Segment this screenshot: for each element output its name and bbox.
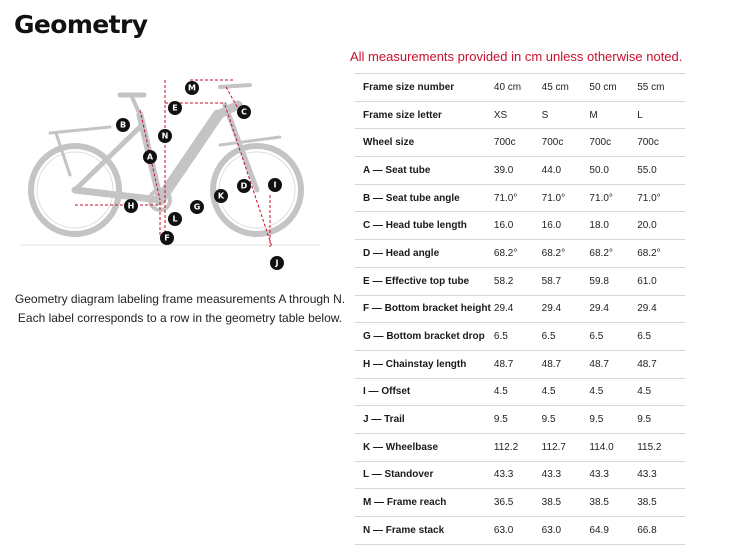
table-row xyxy=(355,212,685,240)
table-cell: 38.5 xyxy=(637,489,685,517)
table-cell: 4.5 xyxy=(589,378,637,406)
table-cell: 68.2° xyxy=(637,240,685,268)
table-cell: 700c xyxy=(637,129,685,157)
bike-geometry-diagram xyxy=(20,75,330,275)
table-cell: 112.2 xyxy=(494,433,542,461)
svg-text:N: N xyxy=(161,131,169,141)
table-cell: 112.7 xyxy=(542,433,590,461)
table-cell: 29.4 xyxy=(542,295,590,323)
table-cell: 66.8 xyxy=(637,517,685,545)
table-row xyxy=(355,350,685,378)
table-row xyxy=(355,517,685,545)
table-cell: 16.0 xyxy=(542,212,590,240)
row-label: B — Seat tube angle xyxy=(355,184,494,212)
table-cell: 63.0 xyxy=(542,517,590,545)
page-title: Geometry xyxy=(14,10,148,39)
row-label: K — Wheelbase xyxy=(355,433,494,461)
table-cell: 4.5 xyxy=(494,378,542,406)
table-row xyxy=(355,267,685,295)
svg-text:K: K xyxy=(217,191,225,201)
table-row xyxy=(355,295,685,323)
svg-text:H: H xyxy=(127,201,135,211)
marker-d-icon xyxy=(237,179,251,193)
geometry-table-body xyxy=(355,74,685,545)
table-cell: 29.4 xyxy=(589,295,637,323)
table-cell: 18.0 xyxy=(589,212,637,240)
table-cell: 9.5 xyxy=(637,406,685,434)
table-cell: 63.0 xyxy=(494,517,542,545)
table-cell: 38.5 xyxy=(589,489,637,517)
row-label: J — Trail xyxy=(355,406,494,434)
table-cell: 44.0 xyxy=(542,157,590,185)
marker-g-icon xyxy=(190,200,204,214)
table-cell: 700c xyxy=(494,129,542,157)
svg-text:I: I xyxy=(273,180,277,190)
table-cell: 43.3 xyxy=(494,461,542,489)
table-cell: M xyxy=(589,101,637,129)
marker-b-icon xyxy=(116,118,130,132)
table-cell: 700c xyxy=(542,129,590,157)
table-cell: 68.2° xyxy=(494,240,542,268)
table-cell: 4.5 xyxy=(542,378,590,406)
table-row xyxy=(355,406,685,434)
marker-h-icon xyxy=(124,199,138,213)
table-row xyxy=(355,184,685,212)
marker-e-icon xyxy=(168,101,182,115)
svg-text:B: B xyxy=(119,120,127,130)
table-cell: XS xyxy=(494,101,542,129)
table-cell: 29.4 xyxy=(494,295,542,323)
svg-text:G: G xyxy=(193,202,201,212)
table-cell: 6.5 xyxy=(494,323,542,351)
table-cell: S xyxy=(542,101,590,129)
table-cell: 59.8 xyxy=(589,267,637,295)
marker-l-icon xyxy=(168,212,182,226)
svg-text:J: J xyxy=(275,258,279,268)
table-cell: 9.5 xyxy=(589,406,637,434)
row-label: D — Head angle xyxy=(355,240,494,268)
svg-text:D: D xyxy=(240,181,248,191)
table-row xyxy=(355,461,685,489)
table-cell: 700c xyxy=(589,129,637,157)
svg-text:E: E xyxy=(172,103,178,113)
row-label: N — Frame stack xyxy=(355,517,494,545)
table-cell: 64.9 xyxy=(589,517,637,545)
caption-line-2: Each label corresponds to a row in the geometry table below. xyxy=(17,311,343,325)
row-label: Frame size number xyxy=(355,74,494,102)
svg-text:M: M xyxy=(188,83,196,93)
table-row xyxy=(355,240,685,268)
table-cell: 115.2 xyxy=(637,433,685,461)
table-cell: 36.5 xyxy=(494,489,542,517)
table-cell: 48.7 xyxy=(542,350,590,378)
table-cell: 61.0 xyxy=(637,267,685,295)
svg-text:F: F xyxy=(164,233,170,243)
table-cell: 45 cm xyxy=(542,74,590,102)
table-cell: L xyxy=(637,101,685,129)
table-cell: 6.5 xyxy=(589,323,637,351)
table-cell: 43.3 xyxy=(637,461,685,489)
table-cell: 40 cm xyxy=(494,74,542,102)
row-label: I — Offset xyxy=(355,378,494,406)
measurement-note: All measurements provided in cm unless otherwise noted. xyxy=(350,49,683,64)
table-cell: 68.2° xyxy=(542,240,590,268)
table-cell: 71.0° xyxy=(637,184,685,212)
table-row xyxy=(355,74,685,102)
table-cell: 68.2° xyxy=(589,240,637,268)
marker-i-icon xyxy=(268,178,282,192)
row-label: E — Effective top tube xyxy=(355,267,494,295)
row-label: A — Seat tube xyxy=(355,157,494,185)
geometry-table xyxy=(355,73,685,545)
table-cell: 71.0° xyxy=(542,184,590,212)
table-cell: 48.7 xyxy=(589,350,637,378)
row-label: Wheel size xyxy=(355,129,494,157)
marker-a-icon xyxy=(143,150,157,164)
table-row xyxy=(355,157,685,185)
row-label: G — Bottom bracket drop xyxy=(355,323,494,351)
table-cell: 55.0 xyxy=(637,157,685,185)
row-label: M — Frame reach xyxy=(355,489,494,517)
table-row xyxy=(355,101,685,129)
marker-k-icon xyxy=(214,189,228,203)
svg-text:A: A xyxy=(146,152,154,162)
row-label: Frame size letter xyxy=(355,101,494,129)
table-cell: 48.7 xyxy=(637,350,685,378)
table-cell: 71.0° xyxy=(494,184,542,212)
table-row xyxy=(355,323,685,351)
marker-c-icon xyxy=(237,105,251,119)
table-row xyxy=(355,129,685,157)
table-cell: 16.0 xyxy=(494,212,542,240)
table-row xyxy=(355,489,685,517)
caption-line-1: Geometry diagram labeling frame measurements A through N. xyxy=(14,292,346,306)
marker-n-icon xyxy=(158,129,172,143)
table-cell: 9.5 xyxy=(494,406,542,434)
table-cell: 6.5 xyxy=(637,323,685,351)
table-cell: 50 cm xyxy=(589,74,637,102)
svg-text:L: L xyxy=(172,214,178,224)
table-cell: 29.4 xyxy=(637,295,685,323)
marker-m-icon xyxy=(185,81,199,95)
row-label: L — Standover xyxy=(355,461,494,489)
table-cell: 43.3 xyxy=(542,461,590,489)
table-cell: 39.0 xyxy=(494,157,542,185)
table-cell: 6.5 xyxy=(542,323,590,351)
table-cell: 4.5 xyxy=(637,378,685,406)
table-row xyxy=(355,378,685,406)
row-label: F — Bottom bracket height xyxy=(355,295,494,323)
table-cell: 58.7 xyxy=(542,267,590,295)
diagram-caption xyxy=(10,290,350,328)
svg-text:C: C xyxy=(241,107,247,117)
marker-f-icon xyxy=(160,231,174,245)
table-cell: 114.0 xyxy=(589,433,637,461)
table-cell: 58.2 xyxy=(494,267,542,295)
row-label: H — Chainstay length xyxy=(355,350,494,378)
table-row xyxy=(355,433,685,461)
table-cell: 50.0 xyxy=(589,157,637,185)
table-cell: 71.0° xyxy=(589,184,637,212)
table-cell: 55 cm xyxy=(637,74,685,102)
table-cell: 38.5 xyxy=(542,489,590,517)
table-cell: 9.5 xyxy=(542,406,590,434)
table-cell: 43.3 xyxy=(589,461,637,489)
table-cell: 20.0 xyxy=(637,212,685,240)
row-label: C — Head tube length xyxy=(355,212,494,240)
table-cell: 48.7 xyxy=(494,350,542,378)
marker-j-icon xyxy=(270,256,284,270)
